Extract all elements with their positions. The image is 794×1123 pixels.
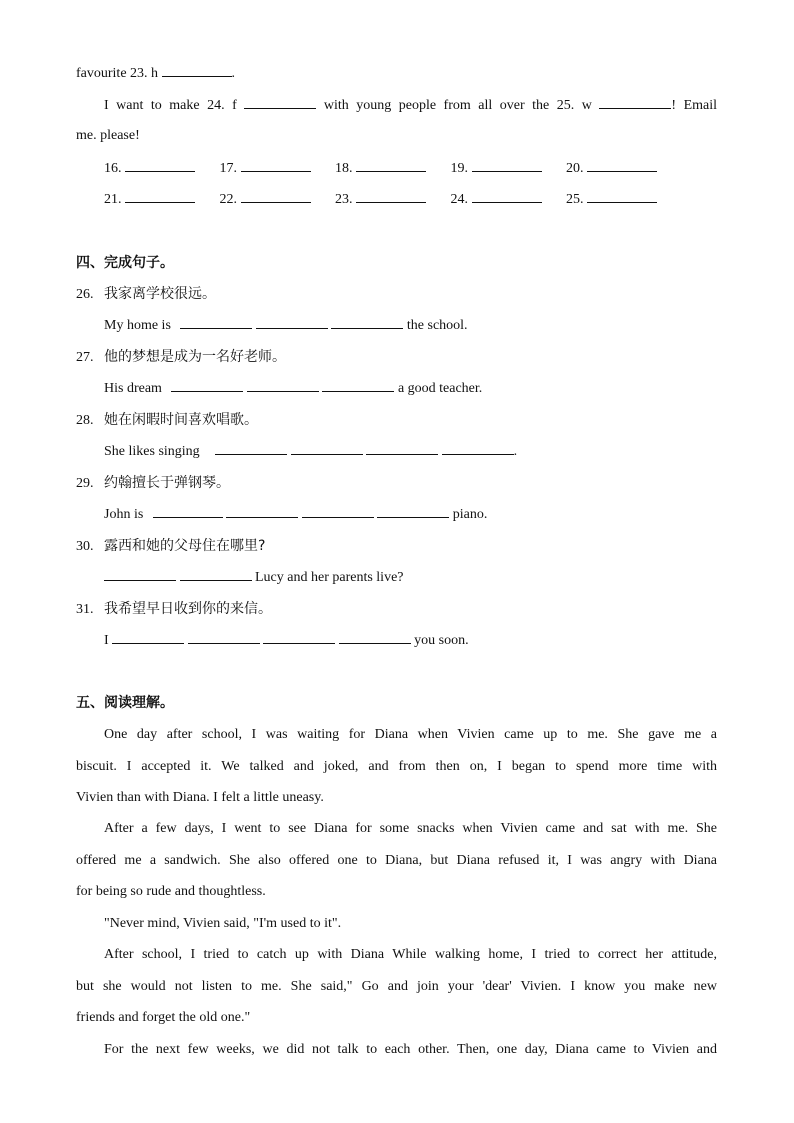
cloze-line-3: me. please! bbox=[76, 128, 140, 143]
answer-blank[interactable] bbox=[366, 442, 438, 455]
answer-blank[interactable] bbox=[291, 442, 363, 455]
cloze-line-2: I want to make 24. f with young people from all over the 25. w ! Email bbox=[104, 98, 718, 113]
answer-row-1: 16. 17. 18. 19. 20. bbox=[104, 159, 678, 178]
reading-line: biscuit. I accepted it. We talked and joked, and from then on, I began to spend more time with bbox=[76, 759, 717, 774]
answer-blank[interactable] bbox=[356, 190, 426, 203]
answer-blank[interactable] bbox=[104, 568, 176, 581]
answer-blank[interactable] bbox=[339, 631, 411, 644]
question-30-answer: Lucy and her parents live? bbox=[104, 568, 404, 587]
question-31-answer: I you soon. bbox=[104, 633, 469, 648]
question-29-answer: John is piano. bbox=[104, 507, 488, 522]
answer-blank[interactable] bbox=[331, 316, 403, 329]
answer-blank[interactable] bbox=[322, 379, 394, 392]
answer-blank[interactable] bbox=[302, 505, 374, 518]
answer-blank[interactable] bbox=[241, 190, 311, 203]
answer-blank[interactable] bbox=[153, 505, 223, 518]
answer-blank[interactable] bbox=[472, 159, 542, 172]
reading-line: After a few days, I went to see Diana for some snacks when Vivien came and sat with me. She bbox=[104, 821, 717, 836]
answer-blank[interactable] bbox=[356, 159, 426, 172]
question-30-prompt: 30. 露西和她的父母住在哪里? bbox=[76, 538, 266, 554]
question-28-answer: She likes singing . bbox=[104, 444, 518, 459]
question-27-answer: His dream a good teacher. bbox=[104, 381, 483, 396]
answer-blank[interactable] bbox=[472, 190, 542, 203]
reading-line: One day after school, I was waiting for Diana when Vivien came up to me. She gave me a bbox=[104, 727, 717, 742]
answer-blank[interactable] bbox=[162, 64, 232, 77]
cloze-line-1: favourite 23. h . bbox=[76, 66, 236, 81]
answer-blank[interactable] bbox=[587, 159, 657, 172]
answer-blank[interactable] bbox=[112, 631, 184, 644]
section-5-title: 五、阅读理解。 bbox=[76, 695, 174, 711]
answer-blank[interactable] bbox=[599, 96, 671, 109]
reading-line: "Never mind, Vivien said, "I'm used to it". bbox=[104, 916, 342, 931]
answer-blank[interactable] bbox=[587, 190, 657, 203]
answer-blank[interactable] bbox=[125, 190, 195, 203]
question-29-prompt: 29. 约翰擅长于弹钢琴。 bbox=[76, 475, 230, 491]
reading-line: for being so rude and thoughtless. bbox=[76, 884, 266, 899]
reading-line: For the next few weeks, we did not talk to each other. Then, one day, Diana came to Vivien and bbox=[104, 1042, 717, 1057]
reading-line: Vivien than with Diana. I felt a little uneasy. bbox=[76, 790, 324, 805]
reading-line: but she would not listen to me. She said," Go and join your 'dear' Vivien. I know you make new bbox=[76, 979, 717, 994]
question-27-prompt: 27. 他的梦想是成为一名好老师。 bbox=[76, 349, 286, 365]
question-31-prompt: 31. 我希望早日收到你的来信。 bbox=[76, 601, 272, 617]
answer-blank[interactable] bbox=[226, 505, 298, 518]
reading-line: offered me a sandwich. She also offered one to Diana, but Diana refused it, I was angry with Diana bbox=[76, 853, 717, 868]
answer-blank[interactable] bbox=[442, 442, 514, 455]
answer-blank[interactable] bbox=[188, 631, 260, 644]
answer-blank[interactable] bbox=[377, 505, 449, 518]
answer-blank[interactable] bbox=[247, 379, 319, 392]
answer-blank[interactable] bbox=[263, 631, 335, 644]
answer-row-2: 21. 22. 23. 24. 25. bbox=[104, 190, 678, 209]
question-26-prompt: 26. 我家离学校很远。 bbox=[76, 286, 216, 302]
question-28-prompt: 28. 她在闲暇时间喜欢唱歌。 bbox=[76, 412, 258, 428]
answer-blank[interactable] bbox=[256, 316, 328, 329]
answer-blank[interactable] bbox=[244, 96, 316, 109]
answer-blank[interactable] bbox=[180, 568, 252, 581]
answer-blank[interactable] bbox=[180, 316, 252, 329]
cloze-text: favourite 23. h bbox=[76, 66, 159, 81]
section-4-title: 四、完成句子。 bbox=[76, 255, 174, 271]
answer-blank[interactable] bbox=[171, 379, 243, 392]
answer-blank[interactable] bbox=[241, 159, 311, 172]
answer-blank[interactable] bbox=[215, 442, 287, 455]
reading-line: After school, I tried to catch up with Diana While walking home, I tried to correct her attitude, bbox=[104, 947, 717, 962]
reading-line: friends and forget the old one." bbox=[76, 1010, 251, 1025]
answer-blank[interactable] bbox=[125, 159, 195, 172]
question-26-answer: My home is the school. bbox=[104, 318, 468, 333]
